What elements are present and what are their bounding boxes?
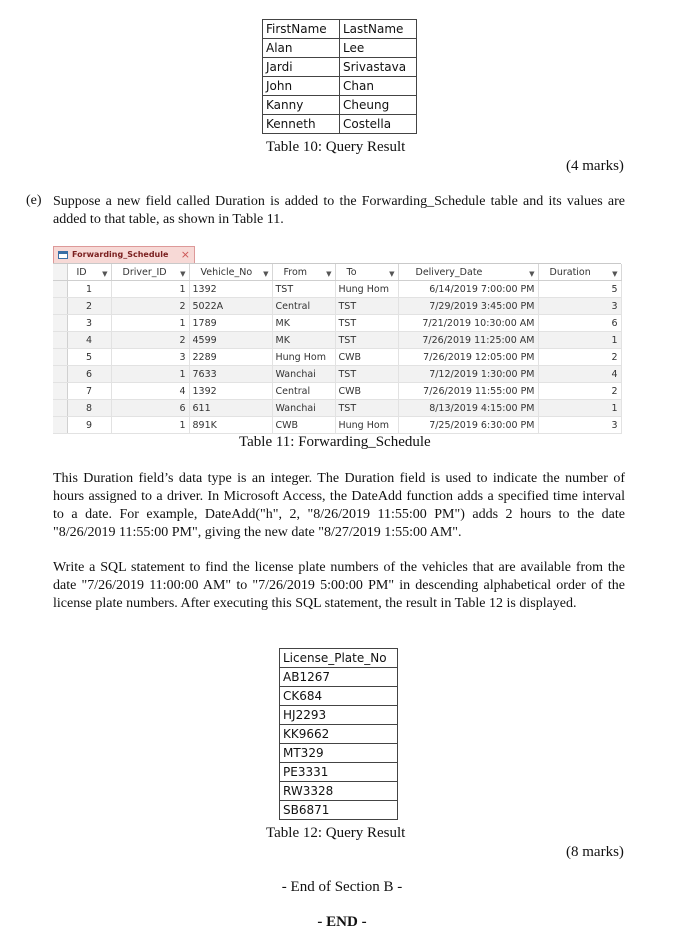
filter-dropdown-icon[interactable]: ▼ bbox=[529, 269, 535, 278]
table-cell[interactable]: 2 bbox=[538, 349, 621, 366]
table-cell: Srivastava bbox=[340, 58, 417, 77]
column-header-label: Delivery_Date bbox=[415, 266, 483, 278]
table-cell: KK9662 bbox=[280, 725, 398, 744]
table-cell[interactable]: 1392 bbox=[189, 281, 272, 298]
table-cell[interactable]: 7 bbox=[67, 383, 111, 400]
record-selector[interactable] bbox=[53, 298, 67, 315]
column-header: FirstName bbox=[263, 20, 340, 39]
table-cell[interactable]: 1 bbox=[111, 366, 189, 383]
filter-dropdown-icon[interactable]: ▼ bbox=[389, 269, 395, 278]
table-cell[interactable]: 4599 bbox=[189, 332, 272, 349]
table-cell: AB1267 bbox=[280, 668, 398, 687]
table-12-caption: Table 12: Query Result bbox=[266, 825, 406, 841]
table-cell: Chan bbox=[340, 77, 417, 96]
table-row[interactable] bbox=[53, 417, 621, 434]
table-cell[interactable]: 1 bbox=[67, 281, 111, 298]
table-cell[interactable]: CWB bbox=[335, 383, 398, 400]
table-cell[interactable]: 5 bbox=[67, 349, 111, 366]
column-header: License_Plate_No bbox=[280, 649, 398, 668]
table-cell[interactable]: TST bbox=[335, 332, 398, 349]
table-10-header-row bbox=[263, 20, 417, 39]
table-cell[interactable]: TST bbox=[335, 315, 398, 332]
table-cell[interactable]: 891K bbox=[189, 417, 272, 434]
column-header-vehicle-no[interactable] bbox=[189, 264, 272, 281]
table-10 bbox=[262, 19, 417, 134]
table-row bbox=[280, 725, 398, 744]
table-cell[interactable]: MK bbox=[272, 315, 335, 332]
tab-forwarding-schedule[interactable] bbox=[53, 246, 195, 263]
column-header-label: Driver_ID bbox=[122, 266, 167, 278]
table-cell: SB6871 bbox=[280, 801, 398, 820]
table-row bbox=[280, 668, 398, 687]
table-row bbox=[263, 96, 417, 115]
table-cell[interactable]: Hung Hom bbox=[335, 417, 398, 434]
table-12-body bbox=[280, 649, 398, 820]
table-cell[interactable]: 1 bbox=[111, 281, 189, 298]
table-row[interactable] bbox=[53, 366, 621, 383]
table-row bbox=[263, 115, 417, 134]
table-row[interactable] bbox=[53, 400, 621, 417]
table-10-body bbox=[263, 20, 417, 134]
table-cell[interactable]: 7/29/2019 3:45:00 PM bbox=[398, 298, 538, 315]
question-label: (e) bbox=[26, 193, 42, 208]
table-cell[interactable]: 3 bbox=[538, 298, 621, 315]
table-row bbox=[263, 39, 417, 58]
table-cell: Alan bbox=[263, 39, 340, 58]
table-cell: Lee bbox=[340, 39, 417, 58]
close-icon[interactable]: × bbox=[180, 248, 190, 261]
table-cell[interactable]: 5 bbox=[538, 281, 621, 298]
column-header-label: Duration bbox=[549, 266, 591, 278]
table-cell[interactable]: Wanchai bbox=[272, 400, 335, 417]
table-cell: John bbox=[263, 77, 340, 96]
table-cell: PE3331 bbox=[280, 763, 398, 782]
table-cell[interactable]: 5022A bbox=[189, 298, 272, 315]
table-row bbox=[263, 58, 417, 77]
select-all-corner[interactable] bbox=[53, 264, 67, 281]
table-cell[interactable]: 4 bbox=[111, 383, 189, 400]
table-cell[interactable]: Hung Hom bbox=[335, 281, 398, 298]
table-row bbox=[280, 744, 398, 763]
filter-dropdown-icon[interactable]: ▼ bbox=[180, 269, 186, 278]
table-row[interactable] bbox=[53, 349, 621, 366]
column-header-duration[interactable] bbox=[538, 264, 621, 281]
paragraph-sql-task: Write a SQL statement to find the license plate numbers of the vehicles that are available from the date "7/26/2019 11:00:00 AM" to "7/26/2019 5:00:00 PM" in descending alphabetical order of the license plate numbers. After executing this SQL statement, the result in Table 12 is displayed. bbox=[53, 560, 625, 611]
filter-dropdown-icon[interactable]: ▼ bbox=[612, 269, 618, 278]
column-header-delivery-date[interactable] bbox=[398, 264, 538, 281]
table-cell[interactable]: 2 bbox=[538, 383, 621, 400]
table-cell[interactable]: TST bbox=[335, 400, 398, 417]
table-cell[interactable]: 6 bbox=[538, 315, 621, 332]
access-datasheet-window bbox=[53, 246, 621, 432]
table-cell: HJ2293 bbox=[280, 706, 398, 725]
filter-dropdown-icon[interactable]: ▼ bbox=[102, 269, 108, 278]
table-cell[interactable]: Wanchai bbox=[272, 366, 335, 383]
document-tab-bar bbox=[53, 246, 621, 264]
table-12-header-row bbox=[280, 649, 398, 668]
table-cell[interactable]: 3 bbox=[67, 315, 111, 332]
table-cell: Kenneth bbox=[263, 115, 340, 134]
table-cell: Jardi bbox=[263, 58, 340, 77]
record-selector[interactable] bbox=[53, 417, 67, 434]
datasheet-header-row bbox=[53, 264, 621, 281]
table-cell[interactable]: 1 bbox=[538, 400, 621, 417]
table-cell[interactable]: 6/14/2019 7:00:00 PM bbox=[398, 281, 538, 298]
table-cell[interactable]: 1 bbox=[111, 417, 189, 434]
table-12-marks: (8 marks) bbox=[566, 844, 624, 860]
table-cell[interactable]: TST bbox=[335, 298, 398, 315]
table-cell[interactable]: 1789 bbox=[189, 315, 272, 332]
table-cell[interactable]: 2 bbox=[111, 332, 189, 349]
table-icon bbox=[58, 251, 68, 259]
table-row bbox=[263, 77, 417, 96]
table-row bbox=[280, 763, 398, 782]
column-header-to[interactable] bbox=[335, 264, 398, 281]
table-12 bbox=[279, 648, 398, 820]
table-cell[interactable]: 8 bbox=[67, 400, 111, 417]
table-cell[interactable]: 3 bbox=[111, 349, 189, 366]
column-header-label: From bbox=[283, 266, 308, 278]
record-selector[interactable] bbox=[53, 366, 67, 383]
table-cell[interactable]: 2 bbox=[67, 298, 111, 315]
column-header-from[interactable] bbox=[272, 264, 335, 281]
table-cell[interactable]: 9 bbox=[67, 417, 111, 434]
table-cell[interactable]: 7/25/2019 6:30:00 PM bbox=[398, 417, 538, 434]
table-cell[interactable]: 1 bbox=[538, 332, 621, 349]
filter-dropdown-icon[interactable]: ▼ bbox=[263, 269, 269, 278]
datasheet-grid bbox=[53, 264, 622, 434]
table-10-caption: Table 10: Query Result bbox=[266, 139, 406, 155]
table-cell[interactable]: 1 bbox=[111, 315, 189, 332]
column-header: LastName bbox=[340, 20, 417, 39]
table-cell[interactable]: 7/26/2019 11:55:00 PM bbox=[398, 383, 538, 400]
datasheet-body bbox=[53, 281, 621, 434]
table-cell[interactable]: 4 bbox=[538, 366, 621, 383]
table-cell[interactable]: CWB bbox=[272, 417, 335, 434]
table-cell[interactable]: 7633 bbox=[189, 366, 272, 383]
filter-dropdown-icon[interactable]: ▼ bbox=[326, 269, 332, 278]
table-cell[interactable]: 1392 bbox=[189, 383, 272, 400]
column-header-label: To bbox=[346, 266, 357, 278]
table-row bbox=[280, 782, 398, 801]
column-header-label: Vehicle_No bbox=[200, 266, 253, 278]
table-cell[interactable]: CWB bbox=[335, 349, 398, 366]
table-row bbox=[280, 801, 398, 820]
paragraph-dateadd: This Duration field’s data type is an integer. The Duration field is used to indicate the number of hours assigned to a driver. In Microsoft Access, the DateAdd function adds a specified time interval to a date. For example, DateAdd("h", 2, "8/26/2019 11:55:00 PM") adds 2 hours to the date "8/26/2019 11:55:00 PM", giving the new date "8/27/2019 1:55:00 AM". bbox=[53, 471, 625, 540]
table-cell[interactable]: 2289 bbox=[189, 349, 272, 366]
table-cell[interactable]: 4 bbox=[67, 332, 111, 349]
record-selector[interactable] bbox=[53, 315, 67, 332]
table-row[interactable] bbox=[53, 281, 621, 298]
table-cell: MT329 bbox=[280, 744, 398, 763]
table-cell[interactable]: 3 bbox=[538, 417, 621, 434]
question-intro: Suppose a new field called Duration is added to the Forwarding_Schedule table and its values are added to that table, as shown in Table 11. bbox=[53, 194, 625, 227]
table-cell[interactable]: TST bbox=[335, 366, 398, 383]
end-of-paper: - END - bbox=[317, 914, 367, 930]
table-10-marks: (4 marks) bbox=[566, 158, 624, 174]
table-row[interactable] bbox=[53, 298, 621, 315]
table-cell: Costella bbox=[340, 115, 417, 134]
table-cell[interactable]: 6 bbox=[67, 366, 111, 383]
table-cell[interactable]: 2 bbox=[111, 298, 189, 315]
table-row[interactable] bbox=[53, 315, 621, 332]
table-row[interactable] bbox=[53, 383, 621, 400]
table-cell[interactable]: 7/21/2019 10:30:00 AM bbox=[398, 315, 538, 332]
table-cell[interactable]: 8/13/2019 4:15:00 PM bbox=[398, 400, 538, 417]
table-cell: Kanny bbox=[263, 96, 340, 115]
record-selector[interactable] bbox=[53, 383, 67, 400]
record-selector[interactable] bbox=[53, 400, 67, 417]
table-cell[interactable]: Central bbox=[272, 298, 335, 315]
table-cell[interactable]: 7/12/2019 1:30:00 PM bbox=[398, 366, 538, 383]
table-cell[interactable]: 7/26/2019 12:05:00 PM bbox=[398, 349, 538, 366]
table-cell[interactable]: MK bbox=[272, 332, 335, 349]
table-cell: Cheung bbox=[340, 96, 417, 115]
table-cell[interactable]: TST bbox=[272, 281, 335, 298]
column-header-driver-id[interactable] bbox=[111, 264, 189, 281]
table-row bbox=[280, 706, 398, 725]
tab-label: Forwarding_Schedule bbox=[72, 250, 169, 259]
table-cell[interactable]: 611 bbox=[189, 400, 272, 417]
column-header-id[interactable] bbox=[67, 264, 111, 281]
table-cell[interactable]: 6 bbox=[111, 400, 189, 417]
table-cell: RW3328 bbox=[280, 782, 398, 801]
end-of-section: - End of Section B - bbox=[281, 879, 403, 895]
record-selector[interactable] bbox=[53, 332, 67, 349]
record-selector[interactable] bbox=[53, 349, 67, 366]
table-cell[interactable]: Hung Hom bbox=[272, 349, 335, 366]
column-header-label: ID bbox=[76, 266, 87, 278]
table-11-caption: Table 11: Forwarding_Schedule bbox=[239, 434, 431, 450]
table-row[interactable] bbox=[53, 332, 621, 349]
table-row bbox=[280, 687, 398, 706]
table-cell[interactable]: Central bbox=[272, 383, 335, 400]
record-selector[interactable] bbox=[53, 281, 67, 298]
table-cell[interactable]: 7/26/2019 11:25:00 AM bbox=[398, 332, 538, 349]
table-cell: CK684 bbox=[280, 687, 398, 706]
